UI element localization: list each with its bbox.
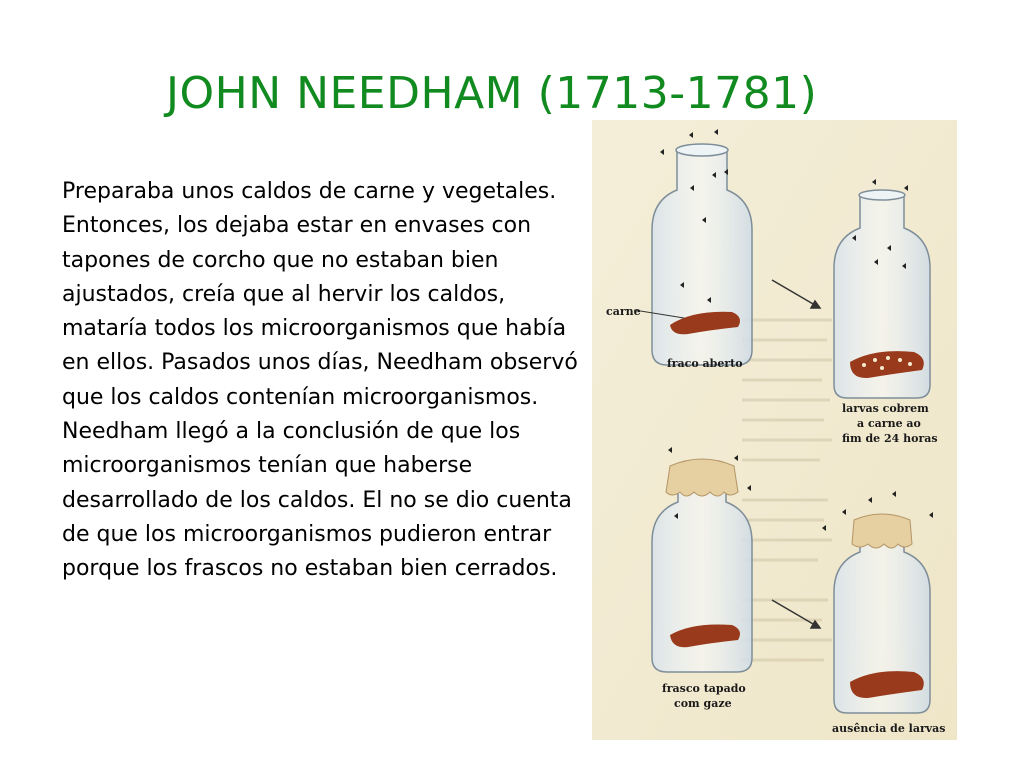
label-open-jar: fraco aberto (667, 357, 743, 370)
label-larvae-3: fim de 24 horas (842, 432, 938, 445)
label-larvae-2: a carne ao (857, 417, 921, 430)
gauze-covered-jar (652, 459, 752, 672)
gauze (666, 459, 738, 496)
label-carne: carne (606, 305, 641, 318)
label-larvae-1: larvas cobrem (842, 402, 929, 415)
slide-title: JOHN NEEDHAM (1713-1781) (166, 68, 818, 119)
label-covered-1: frasco tapado (662, 682, 746, 695)
label-covered-2: com gaze (674, 697, 732, 710)
body-paragraph: Preparaba unos caldos de carne y vegetales. Entonces, los dejaba estar en envases con tapones de corcho que no estaban bien ajustados, creía que al hervir los caldos, mataría todos los microorganismos que había en ellos. Pasados unos días, Needham observó que los caldos contenían microorganismos. Needham llegó a la conclusión de que los microorganismos tenían que haberse desarrollado de los caldos. El no se dio cuenta de que los microorganismos pudieron entrar porque los frascos no estaban bien cerrados. (62, 179, 578, 582)
label-no-larvae: ausência de larvas (832, 722, 946, 735)
redi-experiment-illustration (592, 120, 957, 740)
gauze (852, 514, 912, 548)
